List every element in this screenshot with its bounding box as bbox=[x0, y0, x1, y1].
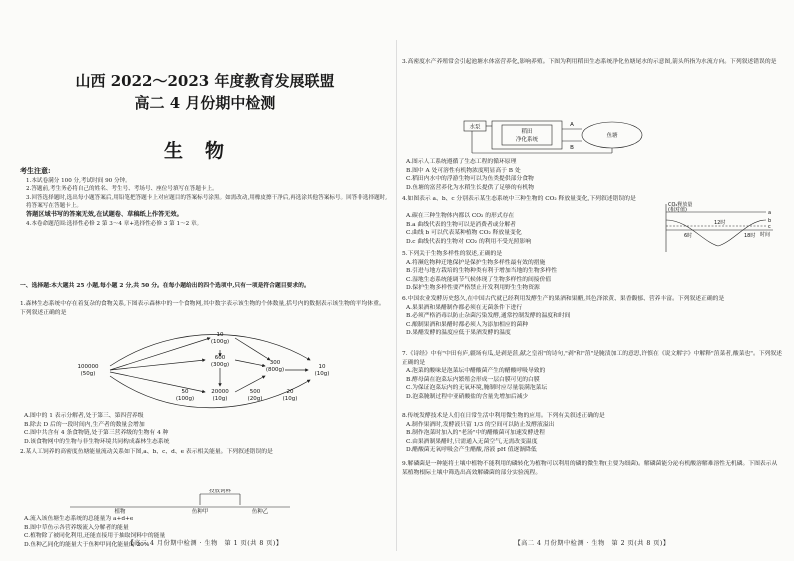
flow-label-feed: 投放饲料 bbox=[208, 489, 232, 494]
node-e-count: 500 bbox=[249, 389, 261, 395]
notice-title: 考生注意: bbox=[20, 166, 51, 175]
pump-label: 水泵 bbox=[469, 124, 481, 131]
question-stem: 1.森林生态系统中存在着复杂的食物关系,下图表示森林中的一个食物网,其中数字表示该生物的个体数量,括号内的数据表示该生物的平均体重。下列叙述正确的是 bbox=[20, 301, 385, 316]
option-c[interactable]: C.曲线 b 可以代表某种植物 CO₂ 释放量变化 bbox=[406, 230, 522, 237]
question-stem: 7.《诗经》中有"中田有庐,疆场有瓜,是剥是菹,献之皇祖"的诗句,"剥"和"菹"是腌渍加工的意思,许慎在《说文解字》中解释"菹菜者,酸菜也"。下列叙述正确的是 bbox=[402, 351, 782, 366]
question-1-options bbox=[20, 412, 390, 446]
option-d[interactable]: D.鱼塘的富营养化为水稻生长提供了足够的有机物 bbox=[406, 184, 535, 191]
node-d-count: 20000 bbox=[211, 389, 229, 395]
curve-b-label: b bbox=[768, 218, 772, 224]
question-3-options bbox=[402, 158, 782, 192]
option-c[interactable]: C.稻田内水中的浮游生物可以为鱼类提供部分食物 bbox=[406, 176, 534, 183]
node-g-count: 20 bbox=[286, 389, 294, 395]
node-b-weight: (300g) bbox=[210, 362, 230, 368]
pond-rice-diagram bbox=[462, 115, 672, 155]
point-b-label: B bbox=[570, 145, 574, 151]
option-b[interactable]: B.酵母菌在泡菜坛内繁殖会形成一层白膜可见的白膜 bbox=[406, 376, 540, 383]
node-top-weight: (10g) bbox=[314, 371, 330, 377]
question-stem: 2.某人工饲养的高密度鱼塘能量流动关系如下图,a、b、c、d、e 表示相关能量。下列叙述错误的是 bbox=[20, 449, 273, 455]
node-f-weight: (100g) bbox=[175, 396, 195, 402]
option-b[interactable]: B.必须严格消毒以防止杂菌污染发酵,通常控制发酵的温度和时间 bbox=[406, 313, 571, 320]
option-d[interactable]: D.鱼种乙同化的能量大于鱼种甲同化能量的 20% bbox=[24, 541, 150, 548]
question-7 bbox=[402, 350, 782, 402]
x-tick-6: 6时 bbox=[684, 233, 693, 239]
option-a[interactable]: A.流入该鱼塘生态系统的总能量为 a+d+e bbox=[24, 516, 134, 522]
question-stem: 4.如图表示 a、b、c 分别表示某生态系统中三种生物的 CO₂ 释放量变化,下列叙述错误的是 bbox=[402, 196, 636, 202]
option-c[interactable]: C.由果酒制果醋时,只需通入无菌空气,无需改变温度 bbox=[406, 438, 538, 445]
question-stem: 3.高密度水产养殖常会引起池塘水体富营养化,影响养殖。下图为利用稻田生态系统净化鱼塘尾水的示意图,箭头所指为水流方向。下列叙述错误的是 bbox=[402, 59, 777, 65]
question-3-stem bbox=[402, 58, 782, 67]
point-a-label: A bbox=[570, 122, 574, 128]
rice-label-1: 稻田 bbox=[521, 129, 533, 135]
option-a[interactable]: A.果果酒和果醋制作都必须在无菌条件下进行 bbox=[406, 304, 523, 311]
node-c-count: 300 bbox=[269, 360, 281, 366]
x-tick-18: 18时 bbox=[744, 233, 756, 239]
node-d-weight: (10g) bbox=[212, 396, 228, 402]
option-c[interactable]: C.植物除了被同化利用,还能直接用于抽取饲料中的能量 bbox=[24, 533, 166, 540]
option-d[interactable]: D.泡菜腌制过程中亚硝酸盐的含量先增加后减少 bbox=[406, 393, 529, 400]
option-d[interactable]: D.c 曲线代表的生物对 CO₂ 的利用不受光照影响 bbox=[406, 238, 532, 245]
option-a[interactable]: A.图中的 1 表示分解者,处于第三、第四营养级 bbox=[24, 413, 144, 419]
option-b[interactable]: B.制作泡菜时加入的"老汤"中的醋酸菌可加速发酵进程 bbox=[406, 430, 545, 437]
flow-node-fish-b: 鱼种乙 bbox=[251, 509, 269, 515]
question-stem: 9.解磷菌是一种能将土壤中植物不能利用的磷转化为植物可以利用的磷的微生物(主要为细菌)。解磷菌能分泌有机酸溶解难溶性无机磷。下图表示从某植物根际土壤中筛选出高效解磷菌的部分实验流程。 bbox=[402, 461, 778, 476]
option-a[interactable]: A.泡菜的酸味是泡菜坛中醋酸菌产生的醋酸呼吸导致的 bbox=[406, 368, 546, 375]
node-g-weight: (10g) bbox=[282, 396, 298, 402]
option-b[interactable]: B.a 曲线代表的生物可以是消费者或分解者 bbox=[406, 221, 516, 228]
right-page bbox=[402, 40, 782, 561]
exam-title-line1: 山西 2022～2023 年度教育发展联盟 bbox=[75, 72, 335, 90]
question-stem: 5.下列关于生物多样性的叙述,正确的是 bbox=[402, 251, 503, 257]
question-2-stem bbox=[20, 448, 390, 457]
option-a[interactable]: A.将濒危物种迁地保护是保护生物多样性最有效的措施 bbox=[406, 259, 546, 266]
notice-item: 4.本卷命题范围:选择性必修 2 第 3～4 章+选择性必修 3 第 1～2 章。 bbox=[26, 220, 203, 227]
notice-item-emphasis: 答题区域书写的答案无效,在试题卷、草稿纸上作答无效。 bbox=[26, 210, 183, 218]
node-b-count: 600 bbox=[214, 355, 226, 361]
question-stem: 6.中国农业发酵历史悠久,在中国古代就已经利用发酵生产的果酒和果醋,其色泽浓黄、果香馥郁、营养丰富。下列叙述正确的是 bbox=[402, 296, 725, 302]
node-producer-count: 100000 bbox=[77, 364, 99, 370]
question-9 bbox=[402, 460, 782, 477]
x-axis-label: 时间 bbox=[760, 232, 771, 238]
option-a[interactable]: A.制作果酒时,发酵液只留 1/3 的空间可以防止发酵液溢出 bbox=[406, 421, 555, 428]
question-1-stem bbox=[20, 300, 390, 317]
food-web-diagram bbox=[60, 330, 350, 410]
option-d[interactable]: D.该食物网中的生物与非生物环境共同构成森林生态系统 bbox=[24, 438, 170, 445]
option-b[interactable]: B.图中草鱼示各营养级流入分解者的能量 bbox=[24, 524, 129, 531]
option-a[interactable]: A.图示人工系统遵循了生态工程的循环原理 bbox=[406, 159, 517, 165]
option-c[interactable]: C.酿制果酒和果醋时都必须人为添加相应的菌种 bbox=[406, 321, 529, 328]
notice-item: 3.回答选择题时,选出每小题答案后,用铅笔把答题卡上对应题目的答案标号涂黑。如需改动,用橡皮擦干净后,再选涂其他答案标号。回答非选择题时,将答案写在答题卡上。 bbox=[26, 194, 388, 210]
flow-node-plant: 植物 bbox=[114, 509, 126, 515]
question-4-stem bbox=[402, 195, 642, 204]
option-b[interactable]: B.除去 D 后的一段时间内,生产者的数量会增加 bbox=[24, 421, 145, 428]
question-stem: 8.传统发酵技术是人们在日常生活中利用微生物的应用。下列有关叙述正确的是 bbox=[402, 413, 605, 419]
node-producer-weight: (50g) bbox=[80, 371, 96, 377]
option-c[interactable]: C.湿地生态系统能调节气候体现了生物多样性的间接价值 bbox=[406, 276, 552, 283]
x-tick-12: 12时 bbox=[714, 220, 726, 226]
node-a-count: 10 bbox=[216, 332, 224, 338]
y-axis-label-1: CO₂释放量 bbox=[668, 202, 693, 208]
y-axis-label-2: (相对值) bbox=[668, 207, 687, 213]
node-c-weight: (800g) bbox=[265, 367, 285, 373]
page-footer: 【高二 4 月份期中检测 · 生物 第 1 页(共 8 页)】 bbox=[127, 540, 283, 547]
option-d[interactable]: D.醋酸菌无氧呼吸会产生醋酸,溶液 pH 值逐渐降低 bbox=[406, 447, 537, 454]
energy-flow-diagram bbox=[50, 489, 310, 515]
curve-c-label: c bbox=[768, 224, 771, 230]
option-a[interactable]: A.碳在三种生物体内都以 CO₂ 的形式存在 bbox=[406, 213, 515, 219]
node-a-weight: (100g) bbox=[210, 339, 230, 345]
rice-label-2: 净化系统 bbox=[515, 137, 539, 143]
exam-title-line2: 高二 4 月份期中检测 bbox=[134, 94, 276, 112]
notice-item: 1.本试卷满分 100 分,考试时间 90 分钟。 bbox=[26, 177, 131, 184]
question-6 bbox=[402, 295, 782, 338]
question-5 bbox=[402, 250, 782, 293]
subject-title: 生物 bbox=[163, 140, 246, 162]
section-heading: 一、选择题:本大题共 25 小题,每小题 2 分,共 50 分。在每小题给出的四个选项中,只有一项是符合题目要求的。 bbox=[20, 283, 310, 289]
notice-item: 2.答题前,考生务必将自己的姓名、考生号、考场号、座位号填写在答题卡上。 bbox=[26, 186, 218, 193]
page-footer: 【高二 4 月份期中检测 · 生物 第 2 页(共 8 页)】 bbox=[514, 540, 670, 547]
node-top-count: 10 bbox=[318, 364, 326, 370]
option-d[interactable]: D.保护生物多样性要严格禁止开发利用野生生物资源 bbox=[406, 285, 540, 292]
pond-label: 鱼塘 bbox=[606, 133, 618, 139]
node-e-weight: (20g) bbox=[247, 396, 263, 402]
option-d[interactable]: D.果醋发酵的温度应低于果酒发酵的温度 bbox=[406, 330, 511, 337]
option-b[interactable]: B.引进与地方栽培的生物种类有利于增加当地的生物多样性 bbox=[406, 268, 558, 275]
option-c[interactable]: C.为保证泡菜坛内的无氧环境,腌制时应尽量装满泡菜坛 bbox=[406, 385, 548, 392]
option-b[interactable]: B.图中 A 处可溶性有机物浓度明显高于 B 处 bbox=[406, 167, 521, 174]
question-8 bbox=[402, 412, 782, 455]
page-divider bbox=[396, 40, 397, 551]
left-page bbox=[20, 40, 390, 561]
flow-node-fish-a: 鱼种甲 bbox=[191, 509, 209, 515]
notice-box bbox=[20, 167, 390, 228]
node-f-count: 50 bbox=[181, 389, 189, 395]
curve-a-label: a bbox=[768, 210, 772, 216]
question-4-options bbox=[402, 212, 642, 246]
option-c[interactable]: C.图中共含有 4 条食物链,处于第三营养级的生物有 4 种 bbox=[24, 430, 169, 437]
